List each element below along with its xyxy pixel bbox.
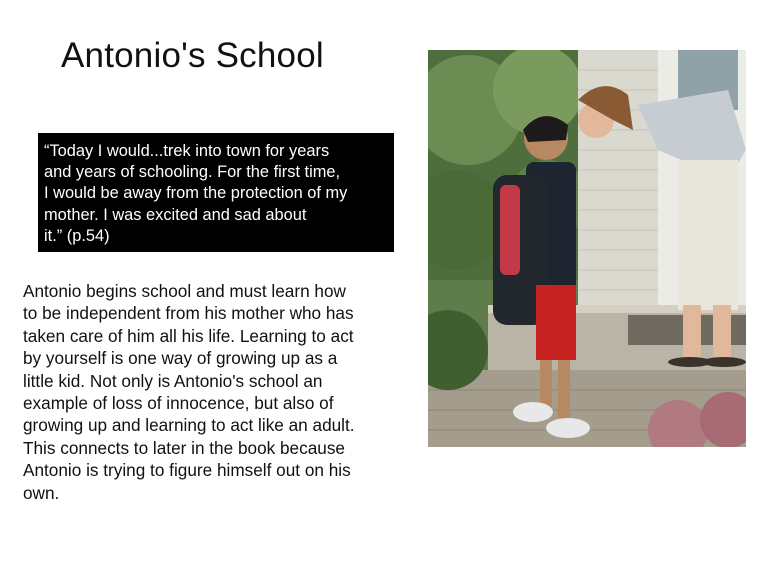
quote-line: I would be away from the protection of my xyxy=(44,184,348,203)
body-line: Antonio begins school and must learn how xyxy=(23,281,346,301)
body-line: taken care of him all his life. Learning to act xyxy=(23,325,354,346)
body-line: This connects to later in the book because xyxy=(23,437,345,458)
quote-line: mother. I was excited and sad about xyxy=(44,205,307,224)
quote-line: “Today I would...trek into town for years xyxy=(44,142,330,160)
body-paragraph xyxy=(23,280,408,504)
photo-illustration xyxy=(428,50,746,447)
body-line: little kid. Not only is Antonio's school an xyxy=(23,370,323,391)
body-line: own. xyxy=(23,482,60,503)
slide-title: Antonio's School xyxy=(61,36,324,75)
body-line: by yourself is one way of growing up as a xyxy=(23,348,338,369)
quote-line: and years of schooling. For the first time, xyxy=(44,163,341,182)
quote-line: it.” (p.54) xyxy=(44,226,110,245)
body-line: to be independent from his mother who has xyxy=(23,303,354,324)
body-line: growing up and learning to act like an adult. xyxy=(23,415,355,436)
body-line: Antonio is trying to figure himself out on his xyxy=(23,460,351,481)
body-line: example of loss of innocence, but also of xyxy=(23,393,334,414)
quote-box xyxy=(38,133,394,252)
photo-mother-kissing-boy xyxy=(428,50,746,447)
